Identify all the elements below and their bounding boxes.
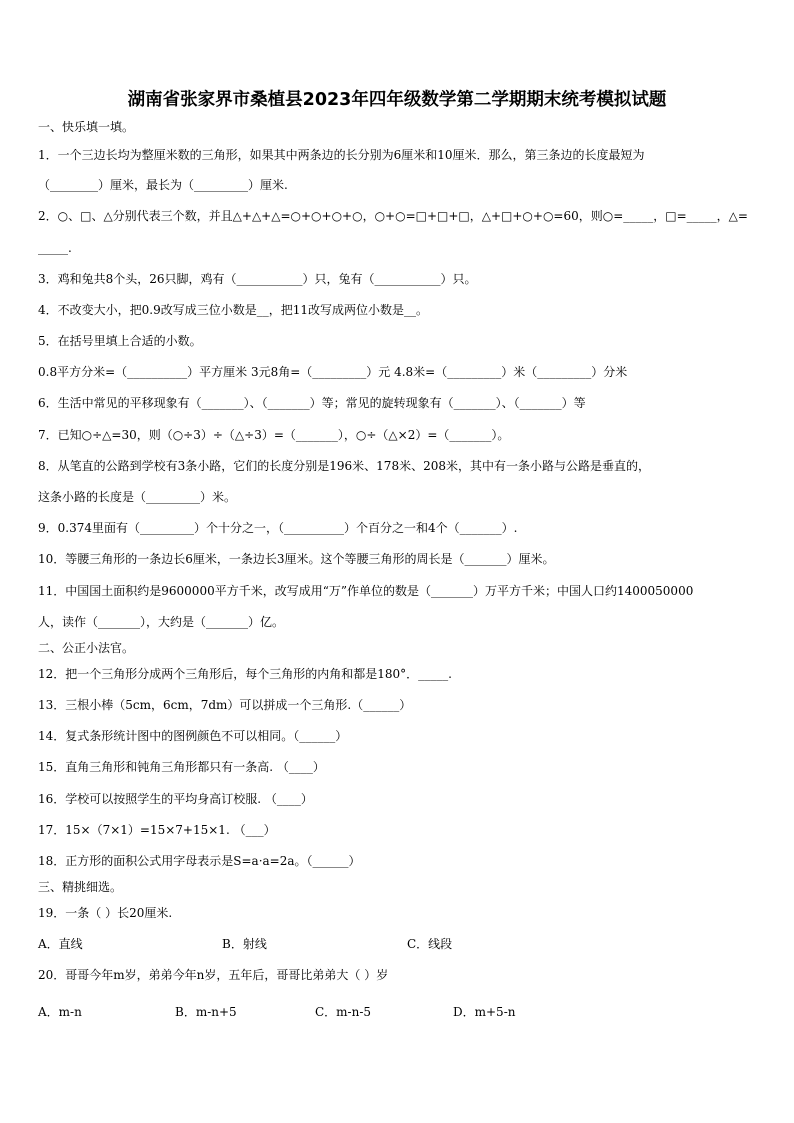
section-heading-2: 二、公正小法官。 — [38, 641, 135, 655]
question-4: 4．不改变大小，把0.9改写成三位小数是__，把11改写成两位小数是__。 — [38, 303, 428, 317]
question-20-option-d: D．m+5-n — [453, 1005, 516, 1019]
question-5: 5．在括号里填上合适的小数。 — [38, 334, 202, 348]
question-9: 9．0.374里面有（_________）个十分之一，（__________）个百分之一和4个（_______）. — [38, 521, 518, 535]
question-1-line-2: （________）厘米，最长为（_________）厘米. — [38, 178, 288, 192]
question-12: 12．把一个三角形分成两个三角形后，每个三角形的内角和都是180°．_____. — [38, 667, 452, 681]
question-15: 15．直角三角形和钝角三角形都只有一条高. （____） — [38, 760, 325, 774]
question-13: 13．三根小棒（5cm，6cm，7dm）可以拼成一个三角形.（______） — [38, 698, 412, 712]
question-14: 14．复式条形统计图中的图例颜色不可以相同。（______） — [38, 729, 348, 743]
question-19-option-c: C．线段 — [407, 937, 453, 951]
question-20-option-b: B．m-n+5 — [175, 1005, 237, 1019]
question-11-line-1: 11．中国国土面积约是9600000平方千米，改写成用“万”作单位的数是（_______）万平方千米；中国人口约1400050000 — [38, 584, 694, 598]
question-2-line-1: 2．○、□、△分别代表三个数，并且△+△+△=○+○+○+○，○+○=□+□+□，△+□+○+○=60，则○=_____，□=_____，△= — [38, 209, 748, 223]
question-10: 10．等腰三角形的一条边长6厘米，一条边长3厘米。这个等腰三角形的周长是（_______）厘米。 — [38, 552, 555, 566]
question-8-line-1: 8．从笔直的公路到学校有3条小路，它们的长度分别是196米、178米、208米，其中有一条小路与公路是垂直的， — [38, 459, 650, 473]
question-2-line-2: _____. — [38, 241, 72, 255]
question-19: 19．一条（ ）长20厘米. — [38, 906, 173, 920]
question-17: 17．15×（7×1）=15×7+15×1. （___） — [38, 823, 276, 837]
question-3: 3．鸡和兔共8个头，26只脚，鸡有（___________）只，兔有（___________）只。 — [38, 272, 477, 286]
question-11-line-2: 人，读作（_______），大约是（_______）亿。 — [38, 615, 285, 629]
section-heading-3: 三、精挑细选。 — [38, 880, 123, 894]
question-20-option-a: A．m-n — [38, 1005, 82, 1019]
question-18: 18．正方形的面积公式用字母表示是S=a·a=2a。（______） — [38, 854, 361, 868]
question-20-option-c: C．m-n-5 — [315, 1005, 372, 1019]
question-1-line-1: 1．一个三边长均为整厘米数的三角形，如果其中两条边的长分别为6厘米和10厘米．那么，第三条边的长度最短为 — [38, 148, 645, 162]
question-5-blanks: 0.8平方分米=（__________）平方厘米 3元8角=（_________）元 4.8米=（_________）米（_________）分米 — [38, 365, 628, 379]
section-heading-1: 一、快乐填一填。 — [38, 120, 135, 134]
page-title: 湖南省张家界市桑植县2023年四年级数学第二学期期末统考模拟试题 — [127, 90, 667, 110]
question-7: 7．已知○÷△=30，则（○÷3）÷（△÷3）=（_______），○÷（△×2）=（_______）。 — [38, 428, 510, 442]
question-19-option-b: B．射线 — [222, 937, 267, 951]
question-19-option-a: A．直线 — [38, 937, 83, 951]
question-20: 20．哥哥今年m岁，弟弟今年n岁，五年后，哥哥比弟弟大（ ）岁 — [38, 968, 389, 982]
question-16: 16．学校可以按照学生的平均身高订校服. （____） — [38, 792, 313, 806]
question-8-line-2: 这条小路的长度是（_________）米。 — [38, 490, 237, 504]
question-6: 6．生活中常见的平移现象有（_______）、（_______）等；常见的旋转现象有（_______）、（_______）等 — [38, 396, 586, 410]
